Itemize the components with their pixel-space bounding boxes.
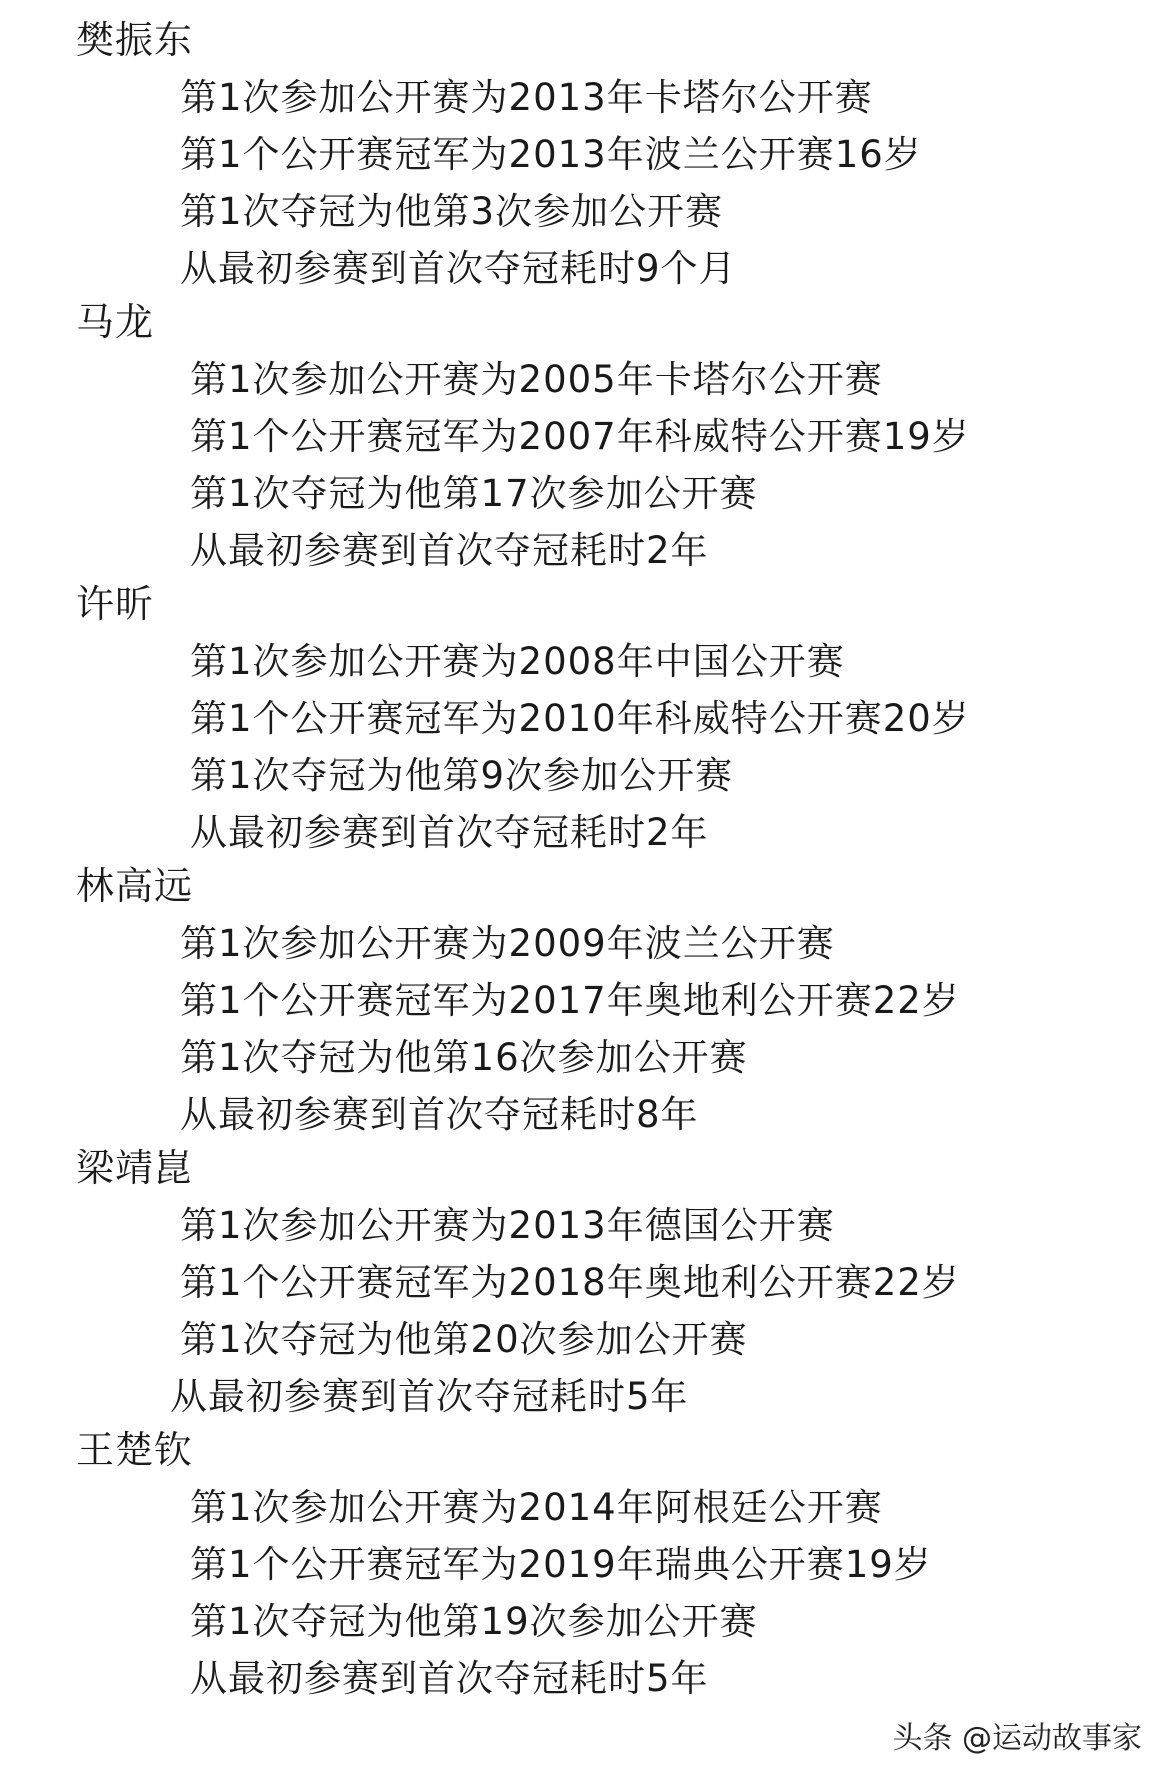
fact-time-to-title: 从最初参赛到首次夺冠耗时2年	[190, 811, 709, 854]
fact-time-to-title: 从最初参赛到首次夺冠耗时9个月	[180, 247, 737, 290]
player-name: 王楚钦	[76, 1428, 194, 1472]
fact-first-title: 第1个公开赛冠军为2010年科威特公开赛20岁	[190, 697, 970, 740]
fact-first-entry: 第1次参加公开赛为2008年中国公开赛	[190, 640, 845, 683]
fact-first-entry: 第1次参加公开赛为2013年卡塔尔公开赛	[180, 76, 873, 119]
fact-first-entry: 第1次参加公开赛为2013年德国公开赛	[180, 1204, 835, 1247]
fact-first-title: 第1个公开赛冠军为2017年奥地利公开赛22岁	[180, 979, 960, 1022]
fact-time-to-title: 从最初参赛到首次夺冠耗时5年	[190, 1657, 709, 1700]
fact-time-to-title: 从最初参赛到首次夺冠耗时5年	[170, 1375, 689, 1418]
watermark-text: 头条 @运动故事家	[892, 1721, 1142, 1756]
player-name: 樊振东	[76, 18, 194, 62]
fact-title-attempt: 第1次夺冠为他第20次参加公开赛	[180, 1318, 748, 1361]
player-name: 许昕	[76, 582, 155, 626]
fact-first-title: 第1个公开赛冠军为2018年奥地利公开赛22岁	[180, 1261, 960, 1304]
fact-first-title: 第1个公开赛冠军为2019年瑞典公开赛19岁	[190, 1543, 932, 1586]
player-name: 林高远	[76, 864, 194, 908]
fact-title-attempt: 第1次夺冠为他第3次参加公开赛	[180, 190, 724, 233]
player-name: 梁靖崑	[76, 1146, 194, 1190]
fact-title-attempt: 第1次夺冠为他第9次参加公开赛	[190, 754, 734, 797]
fact-first-title: 第1个公开赛冠军为2013年波兰公开赛16岁	[180, 133, 922, 176]
fact-time-to-title: 从最初参赛到首次夺冠耗时2年	[190, 529, 709, 572]
fact-title-attempt: 第1次夺冠为他第17次参加公开赛	[190, 472, 758, 515]
fact-first-entry: 第1次参加公开赛为2014年阿根廷公开赛	[190, 1486, 883, 1529]
fact-first-entry: 第1次参加公开赛为2005年卡塔尔公开赛	[190, 358, 883, 401]
fact-time-to-title: 从最初参赛到首次夺冠耗时8年	[180, 1093, 699, 1136]
fact-title-attempt: 第1次夺冠为他第16次参加公开赛	[180, 1036, 748, 1079]
fact-first-entry: 第1次参加公开赛为2009年波兰公开赛	[180, 922, 835, 965]
fact-first-title: 第1个公开赛冠军为2007年科威特公开赛19岁	[190, 415, 970, 458]
player-name: 马龙	[76, 300, 155, 344]
fact-title-attempt: 第1次夺冠为他第19次参加公开赛	[190, 1600, 758, 1643]
